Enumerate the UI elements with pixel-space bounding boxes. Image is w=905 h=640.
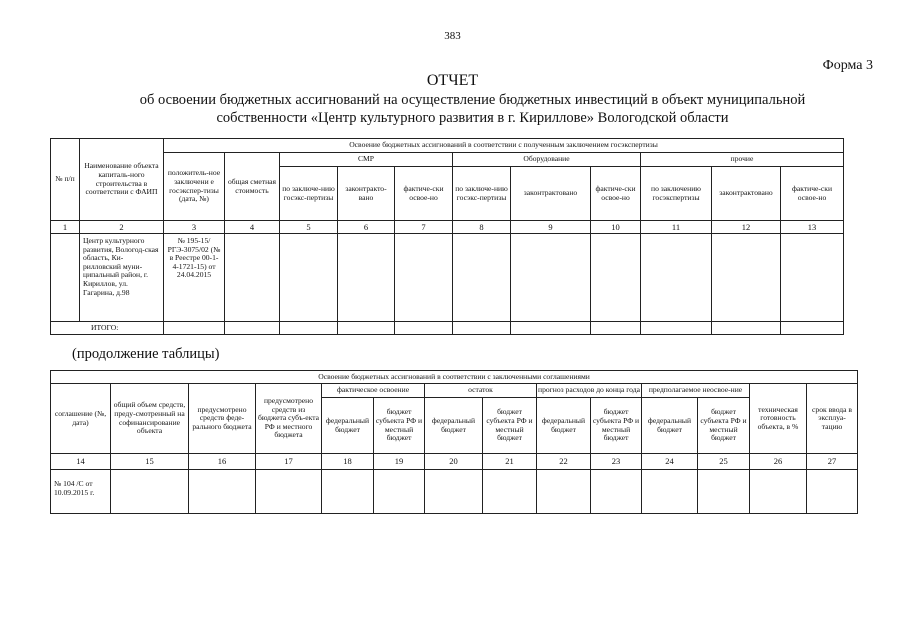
- header-readiness: техническая готовность объекта, в %: [750, 384, 807, 454]
- col-number: 15: [111, 454, 189, 470]
- report-title: ОТЧЕТ: [426, 72, 479, 89]
- col-number: 18: [322, 454, 374, 470]
- header-other: прочие: [641, 153, 844, 167]
- header-eq-contracted: законтрактовано: [511, 167, 591, 221]
- header-oth-actual: фактиче-ски освое-но: [781, 167, 844, 221]
- header-positive-conclusion: положитель-ное заключени е госэкспер-тизы (дата, №): [164, 153, 225, 221]
- cell-empty: [225, 322, 280, 335]
- cell-empty: [164, 322, 225, 335]
- header-forecast: прогноз расходов до конца года: [537, 384, 642, 398]
- col-number: 5: [280, 221, 338, 234]
- col-number: 23: [591, 454, 642, 470]
- table-row: [51, 470, 858, 514]
- cell-empty: [641, 322, 712, 335]
- cell-empty: [453, 234, 511, 322]
- col-number: 21: [483, 454, 537, 470]
- col-number: 3: [164, 221, 225, 234]
- header-no: № п/п: [51, 139, 80, 221]
- cell-empty: [781, 234, 844, 322]
- col-number: 6: [338, 221, 395, 234]
- page-number: 383: [444, 30, 461, 42]
- header-actual: фактическое освоение: [322, 384, 425, 398]
- col-number: 12: [712, 221, 781, 234]
- table-row-total: [51, 322, 844, 335]
- cell-empty: [322, 470, 374, 514]
- header-balance-fed: федеральный бюджет: [425, 398, 483, 454]
- header-term: срок ввода в эксплуа-тацию: [807, 384, 858, 454]
- cell-empty: [395, 322, 453, 335]
- header-expected-fed: федеральный бюджет: [642, 398, 698, 454]
- cell-empty: [641, 234, 712, 322]
- cell-object-name: Центр культурного развития, Вологод-ская область, Ки-рилловский муни-ципальный район, г. Кириллов, ул. Гагарина, д.98: [80, 234, 164, 322]
- cell-empty: [256, 470, 322, 514]
- cell-agreement: № 104 /С от 10.09.2015 г.: [51, 470, 111, 514]
- col-number: 7: [395, 221, 453, 234]
- continuation-label: (продолжение таблицы): [72, 346, 220, 362]
- header-actual-fed: федеральный бюджет: [322, 398, 374, 454]
- cell-empty: [338, 234, 395, 322]
- header-expertise-group: Освоение бюджетных ассигнований в соответствии с полученным заключением госэкспертизы: [164, 139, 844, 153]
- header-smr-conclusion: по заключе-нию госэкс-пертизы: [280, 167, 338, 221]
- cell-empty: [591, 470, 642, 514]
- cell-empty: [280, 234, 338, 322]
- header-expected: предполагаемое неосвое-ние: [642, 384, 750, 398]
- total-label: ИТОГО:: [51, 322, 164, 335]
- header-eq-conclusion: по заключе-нию госэкс-пертизы: [453, 167, 511, 221]
- cell-empty: [338, 322, 395, 335]
- cell-empty: [537, 470, 591, 514]
- col-number: 17: [256, 454, 322, 470]
- header-federal-planned: предусмотрено средств феде-рального бюджета: [189, 384, 256, 454]
- col-number: 24: [642, 454, 698, 470]
- cell-empty: [51, 234, 80, 322]
- header-oth-conclusion: по заключению госэкспертизы: [641, 167, 712, 221]
- header-forecast-subj: бюджет субъекта РФ и местный бюджет: [591, 398, 642, 454]
- cell-empty: [591, 234, 641, 322]
- cell-empty: [225, 234, 280, 322]
- cell-empty: [425, 470, 483, 514]
- cell-empty: [781, 322, 844, 335]
- header-total-cofinancing: общий объем средств, преду-смотренный на софинансирование объекта: [111, 384, 189, 454]
- header-smr-contracted: законтракто-вано: [338, 167, 395, 221]
- col-number: 1: [51, 221, 80, 234]
- cell-empty: [591, 322, 641, 335]
- cell-empty: [374, 470, 425, 514]
- col-number: 10: [591, 221, 641, 234]
- header-balance-subj: бюджет субъекта РФ и местный бюджет: [483, 398, 537, 454]
- col-number: 27: [807, 454, 858, 470]
- header-balance: остаток: [425, 384, 537, 398]
- header-agreements-group: Освоение бюджетных ассигнований в соответствии с заключенными соглашениями: [51, 371, 858, 384]
- header-forecast-fed: федеральный бюджет: [537, 398, 591, 454]
- cell-empty: [642, 470, 698, 514]
- report-subtitle: об освоении бюджетных ассигнований на осуществление бюджетных инвестиций в объект муниципальной собственности «Центр культурного развития в г. Кириллове» Вологодской области: [139, 92, 806, 126]
- cell-conclusion: № 195-15/РГЭ-3075/02 (№ в Реестре 00-1-4-1721-15) от 24.04.2015: [164, 234, 225, 322]
- header-actual-subj: бюджет субъекта РФ и местный бюджет: [374, 398, 425, 454]
- header-expected-subj: бюджет субъекта РФ и местный бюджет: [698, 398, 750, 454]
- cell-empty: [453, 322, 511, 335]
- col-number: 8: [453, 221, 511, 234]
- cell-empty: [807, 470, 858, 514]
- col-number: 25: [698, 454, 750, 470]
- col-number: 13: [781, 221, 844, 234]
- report-table-agreements: [50, 370, 858, 514]
- cell-empty: [712, 322, 781, 335]
- header-total-estimate: общая сметная стоимость: [225, 153, 280, 221]
- cell-empty: [111, 470, 189, 514]
- col-number: 2: [80, 221, 164, 234]
- col-number: 11: [641, 221, 712, 234]
- col-number: 26: [750, 454, 807, 470]
- col-number: 4: [225, 221, 280, 234]
- form-label: Форма 3: [822, 58, 873, 73]
- col-number: 20: [425, 454, 483, 470]
- header-smr: СМР: [280, 153, 453, 167]
- cell-empty: [511, 322, 591, 335]
- header-eq-actual: фактиче-ски освое-но: [591, 167, 641, 221]
- header-agreement: соглашение (№, дата): [51, 384, 111, 454]
- cell-empty: [511, 234, 591, 322]
- cell-empty: [750, 470, 807, 514]
- header-oth-contracted: законтрактовано: [712, 167, 781, 221]
- header-equipment: Оборудование: [453, 153, 641, 167]
- report-table-conclusion: [50, 138, 844, 335]
- table-row: [51, 234, 844, 322]
- col-number: 22: [537, 454, 591, 470]
- col-number: 19: [374, 454, 425, 470]
- cell-empty: [483, 470, 537, 514]
- cell-empty: [280, 322, 338, 335]
- col-number: 9: [511, 221, 591, 234]
- cell-empty: [395, 234, 453, 322]
- cell-empty: [698, 470, 750, 514]
- col-number: 14: [51, 454, 111, 470]
- col-number: 16: [189, 454, 256, 470]
- cell-empty: [189, 470, 256, 514]
- header-smr-actual: фактиче-ски освое-но: [395, 167, 453, 221]
- cell-empty: [712, 234, 781, 322]
- header-subject-planned: предусмотрено средств из бюджета субъ-екта РФ и местного бюджета: [256, 384, 322, 454]
- header-object-name: Наименование объекта капиталь-ного строительства в соответствии с ФАИП: [80, 139, 164, 221]
